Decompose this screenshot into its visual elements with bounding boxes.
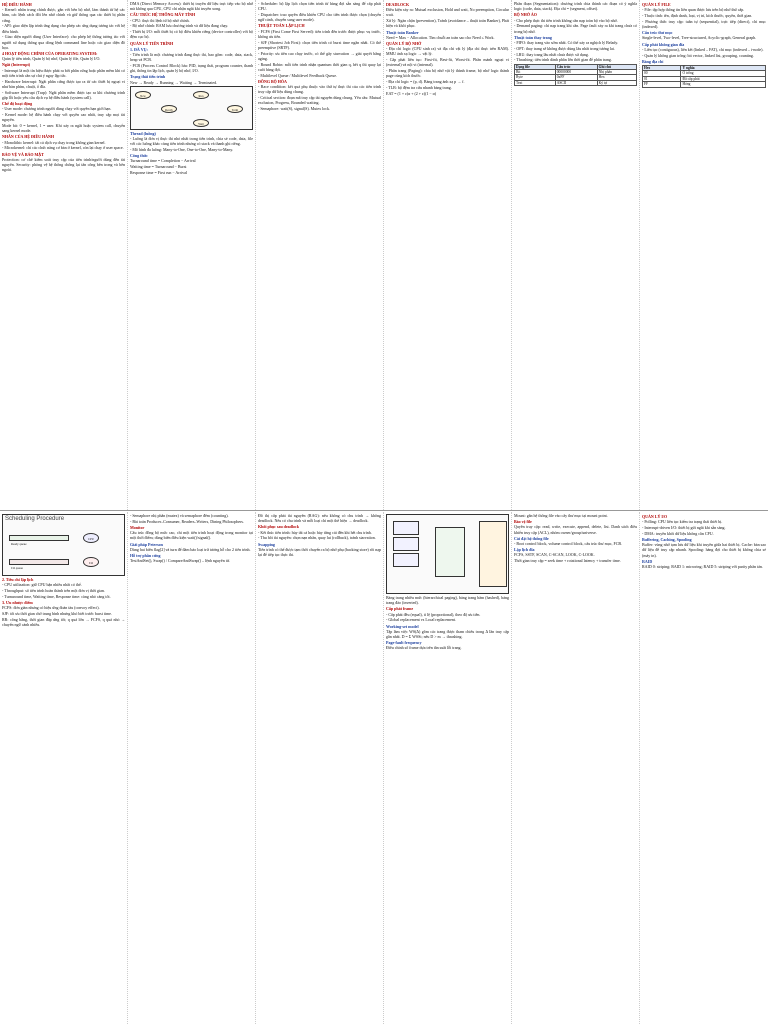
memory-block: [393, 537, 419, 551]
heading: DEADLOCK: [386, 2, 410, 7]
table-cell: 01: [643, 76, 681, 81]
paragraph: - Phương thức truy cập: tuần tự (sequential), trực tiếp (direct), chỉ mục (indexed).: [642, 18, 766, 29]
heading: BỘ NHỚ ẢO: [514, 12, 537, 18]
paragraph: - Phân trang (Paging): chia bộ nhớ vật lý thành frame, bộ nhớ logic thành page cùng kích thước.: [386, 68, 509, 79]
table-cell: 00000000: [555, 70, 597, 75]
paragraph: - Dispatcher: trao quyền điều khiển CPU cho tiến trình được chọn (chuyển ngữ cảnh, chuyển sang user mode).: [258, 12, 381, 23]
io-node: I/O: [83, 557, 99, 567]
formula: Response time = First run − Arrival: [130, 170, 187, 176]
heading: QUẢN LÝ FILE: [642, 2, 671, 7]
paragraph: - Kernel mode: hệ điều hành chạy với quyền cao nhất, truy cập mọi tài nguyên.: [2, 112, 125, 123]
bottom-page: [0, 512, 768, 1024]
table-header: Cấu trúc: [555, 64, 597, 69]
paragraph: - Interrupt-driven I/O: thiết bị gửi ngắt khi sẵn sàng.: [642, 525, 726, 530]
paragraph: FCFS: đơn giản nhưng có hiệu ứng đoàn tàu (convoy effect).: [2, 605, 100, 611]
memory-block: [393, 521, 419, 535]
paragraph: Đồ thị cấp phát tài nguyên (RAG): nếu không có chu trình → không deadlock. Nếu có chu trình và mỗi loại chỉ một thể hiện → deadlock.: [258, 513, 381, 524]
bottom-column-1: [0, 512, 128, 1024]
heading: QUẢN LÝ I/O: [642, 514, 668, 519]
table-cell: Ổ trống: [681, 71, 766, 76]
paragraph: - Kernel: nhân trung chính được, gắn với bên bộ nhớ, làm thành từ hệ các hàm, các lệnh cách đối lên nhớ chỉnh và giữ thông qua các thiết bị phần cứng.: [2, 7, 125, 23]
paragraph: - Throughput: số tiến trình hoàn thành trên một đơn vị thời gian.: [2, 588, 105, 593]
subheading: Công thức: [130, 153, 148, 159]
heading: Cấp phát frame: [386, 606, 414, 612]
top-column-6: [640, 0, 768, 510]
heading: Khôi phục sau deadlock: [258, 524, 300, 530]
paragraph: - Cấp phát liên tục: First-fit, Best-fit, Worst-fit. Phân mảnh ngoại vi (external) và nội vi (internal).: [386, 57, 509, 68]
paragraph: - FCFS (First Come First Served): tiến trình đến trước được phục vụ trước, không ưu tiên.: [258, 28, 381, 39]
paragraph: - PCB (Process Control Block) lưu: PID, trạng thái, program counter, thanh ghi, thông tin lập lịch, quản lý bộ nhớ, I/O.: [130, 63, 253, 74]
paragraph: - FIFO: thay trang vào sớm nhất. Có thể xảy ra nghịch lý Belady.: [514, 40, 619, 46]
top-column-1: [0, 0, 128, 510]
paragraph: - Software Interrupt (Trap): Ngắt phần mềm được tạo ra khi chương trình gặp lỗi hoặc yêu cầu dịch vụ hệ điều hành (system call).: [2, 89, 125, 100]
scheduling-diagram: [2, 514, 125, 576]
paragraph: - Thrashing: tiến trình dành phần lớn thời gian để phân trang.: [514, 57, 612, 63]
top-column-3: [256, 0, 384, 510]
table-cell: Text: [515, 80, 556, 85]
table-cell: FF: [643, 82, 681, 87]
paragraph: - TLB: bộ đệm tra cứu nhanh bảng trang.: [386, 85, 452, 91]
bottom-column-6: [640, 512, 768, 1024]
state-ready: Ready: [161, 105, 177, 113]
bottom-column-4: [384, 512, 512, 1024]
io-queue: [9, 559, 69, 565]
paragraph: - Bài toán Producer–Consumer, Readers–Writers, Dining Philosophers.: [130, 518, 244, 524]
subheading: Cấp phát không gian đĩa: [642, 41, 685, 47]
paragraph: Phân đoạn (Segmentation): chương trình chia thành các đoạn có ý nghĩa logic (code, data, stack). Địa chỉ = (segment, offset).: [514, 1, 637, 12]
heading: CẤU TRÚC HỆ THỐNG MÁY TÍNH: [130, 12, 196, 18]
table-cell: 00: [643, 71, 681, 76]
paragraph: DMA (Direct Memory Access): thiết bị truyền dữ liệu trực tiếp vào bộ nhớ mà không qua CPU, CPU chỉ nhận ngắt khi truyền xong.: [130, 1, 253, 12]
heading: Bảo vệ file: [514, 519, 532, 525]
heading: ĐỒNG BỘ HÓA: [258, 78, 287, 84]
paragraph: - DMA: truyền khối dữ liệu không cần CPU.: [642, 530, 714, 536]
paragraph: - API: giao diện lập trình ứng dụng cho phép các ứng dụng tương tác với hệ điều hành.: [2, 23, 125, 34]
heading: BẢO VỆ VÀ BẢO MẬT: [2, 151, 44, 157]
memory-diagram: [386, 514, 509, 594]
paragraph: Need = Max − Allocation. Tìm chuỗi an toàn sao cho Need ≤ Work.: [386, 34, 495, 40]
paragraph: - Global replacement vs Local replacement.: [386, 617, 456, 623]
heading: Monitor: [130, 525, 145, 530]
paragraph: Cấu trúc đồng bộ mức cao, chỉ một tiến trình hoạt động trong monitor tại một thời điểm; dùng biến điều kiện wait()/signal().: [130, 530, 253, 541]
subheading: Working-set model: [386, 623, 419, 629]
paragraph: - Thu hồi tài nguyên: chọn nạn nhân, quay lui (rollback), tránh starvation.: [258, 535, 376, 541]
paragraph: - Cho phép thực thi tiến trình không cần nạp toàn bộ vào bộ nhớ.: [514, 17, 618, 23]
subheading: Swapping: [258, 541, 275, 547]
paragraph: - Thuộc tính: tên, định danh, loại, vị trí, kích thước, quyền, thời gian.: [642, 13, 753, 18]
table-header: Ý nghĩa: [681, 66, 766, 71]
paragraph: - Semaphore nhị phân (mutex) và semaphore đếm (counting).: [130, 513, 229, 518]
subheading: Trạng thái tiến trình: [130, 74, 166, 80]
paragraph: - Turnaround time, Waiting time, Response time: càng nhỏ càng tốt.: [2, 593, 111, 599]
table-header: Hex: [643, 66, 681, 71]
subheading: Cấu trúc thư mục: [642, 30, 673, 36]
paragraph: Quản lý tiến trình, Quản lý bộ nhớ, Quản lý file, Quản lý I/O.: [2, 56, 101, 62]
paragraph: Điều chỉnh số frame dựa trên tần suất lỗi trang.: [386, 645, 462, 651]
formula: Thời gian truy cập = seek time + rotational latency + transfer time.: [514, 558, 621, 564]
paragraph: Dùng hai biến flag[2] và turn để đảm bảo loại trừ tương hỗ cho 2 tiến trình.: [130, 546, 251, 552]
paragraph: - Boot control block, volume control block, cấu trúc thư mục, FCB.: [514, 541, 623, 547]
table-cell: Bit: [515, 70, 556, 75]
paragraph: Single-level, Two-level, Tree-structured, Acyclic-graph, General graph.: [642, 35, 757, 41]
paragraph: - Địa chỉ logic (CPU sinh ra) và địa chỉ vật lý (địa chỉ thực trên RAM). MMU ánh xạ logic → vật lý.: [386, 46, 509, 57]
paragraph: - SJF (Shortest Job First): chọn tiến trình có burst time ngắn nhất. Có thể preemptive (SRTF).: [258, 39, 381, 50]
table-cell: Đã cấp phát: [681, 76, 766, 81]
subheading: Thuật toán thay trang: [514, 34, 552, 40]
subheading: 1. ĐÃ VỤ:: [130, 46, 148, 52]
state-waiting: Wait: [193, 119, 209, 127]
address-table: [642, 65, 766, 88]
state-terminated: Term: [227, 105, 243, 113]
paragraph: - Critical section: đoạn mã truy cập tài nguyên dùng chung. Yêu cầu: Mutual exclusion, Progress, Bounded waiting.: [258, 95, 381, 106]
paragraph: - File: tập hợp thông tin liên quan được lưu trên bộ nhớ thứ cấp.: [642, 7, 745, 13]
paragraph: - Cấp phát đều (equal), tỉ lệ (proportional), theo độ ưu tiên.: [386, 611, 481, 617]
table-cell: Nhị phân: [597, 70, 636, 75]
subheading: Cài đặt hệ thống file: [514, 535, 549, 541]
file-type-table: [514, 64, 637, 87]
bottom-column-2: [128, 512, 256, 1024]
subheading: RAID: [642, 558, 653, 564]
paragraph: - Monolithic kernel: tất cả dịch vụ chạy trong không gian kernel.: [2, 139, 106, 145]
state-new: New: [135, 91, 151, 99]
diagram-label: I/O queue: [11, 566, 23, 570]
heading: 2. Tiêu chí lập lịch: [2, 577, 34, 582]
paragraph: FCFS, SSTF, SCAN, C-SCAN, LOOK, C-LOOK.: [514, 552, 595, 558]
top-column-5: [512, 0, 640, 510]
paragraph: Điều kiện xảy ra: Mutual exclusion, Hold and wait, No preemption, Circular wait.: [386, 7, 509, 18]
paragraph: - Hardware Interrupt: Ngắt phần cứng được tạo ra từ các thiết bị ngoại vi như bàn phím, chuột, ổ đĩa.: [2, 78, 125, 89]
table-cell: Hex: [597, 75, 636, 80]
subheading: Hỗ trợ phần cứng: [130, 553, 161, 559]
paragraph: - Demand paging: chỉ nạp trang khi cần. Page fault xảy ra khi trang chưa có trong bộ nhớ.: [514, 23, 637, 34]
paragraph: - Giao diện người dùng (User Interface): cho phép hệ thống tương tác với người sử dụng thông qua dòng lệnh command line hoặc các giao diện đồ họa.: [2, 34, 125, 50]
diagram-label: Ready queue: [11, 542, 27, 546]
paragraph: - Multilevel Queue / Multilevel Feedback Queue.: [258, 72, 337, 78]
paragraph: RAID 0: striping; RAID 1: mirroring; RAID 5: striping với parity phân tán.: [642, 564, 763, 570]
paragraph: Mount: gắn hệ thống file vào cây thư mục tại mount point.: [514, 513, 608, 518]
paragraph: - LRU: thay trang lâu nhất chưa được sử dụng.: [514, 51, 589, 57]
paragraph: Tập làm việc WS(Δ) gồm các trang được tham chiếu trong Δ lần truy cập gần nhất. D = Σ WSSi; nếu D > m → thrashing.: [386, 628, 509, 640]
paragraph: - CPU: thực thi lệnh từ bộ nhớ chính.: [130, 17, 190, 23]
formula: Waiting time = Turnaround − Burst: [130, 164, 187, 170]
process-state-diagram: [130, 86, 253, 130]
paragraph: - Scheduler: bộ lập lịch chọn tiến trình từ hàng đợi sẵn sàng để cấp phát CPU.: [258, 1, 381, 12]
heading: Chế độ hoạt động: [2, 101, 33, 107]
heading: 4 HOẠT ĐỘNG CHÍNH CỦA OPERATING SYSTEM:: [2, 51, 98, 57]
diagram-title: Scheduling Procedure: [5, 516, 65, 522]
paragraph: - Priority: ưu tiên cao chạy trước, có thể gây starvation → giải quyết bằng aging.: [258, 50, 381, 61]
memory-block: [393, 553, 419, 567]
paragraph: - Địa chỉ logic = (p, d). Bảng trang ánh xạ p → f.: [386, 79, 465, 85]
table-cell: Ký tự: [597, 80, 636, 85]
heading: QUẢN LÝ TIẾN TRÌNH: [130, 40, 174, 46]
paragraph: - Semaphore: wait(S), signal(S). Mutex lock.: [258, 106, 330, 112]
table-row: [643, 82, 766, 87]
top-page: [0, 0, 768, 511]
paragraph: - OPT: thay trang sẽ không được dùng lâu nhất trong tương lai.: [514, 45, 615, 51]
heading: Ngắt (Interrupt): [2, 62, 31, 68]
subheading: Page-fault frequency: [386, 640, 422, 646]
paragraph: - Kết thúc tiến trình: hủy tất cả hoặc hủy từng cái đến khi hết chu trình.: [258, 529, 372, 535]
paragraph: - Tiến trình là một chương trình đang thực thi, bao gồm: code, data, stack, heap và PCB.: [130, 52, 253, 63]
heading: QUẢN LÝ BỘ NHỚ: [386, 41, 422, 47]
top-column-2: [128, 0, 256, 510]
table-cell: Hỏng: [681, 82, 766, 87]
paragraph: New → Ready → Running → Waiting → Terminated.: [130, 79, 218, 85]
ready-queue: [9, 535, 69, 541]
paragraph: SJF: tối ưu thời gian chờ trung bình nhưng khó biết trước burst time.: [2, 611, 112, 616]
heading: 3. Ưu nhược điểm: [2, 600, 33, 605]
cpu-node: CPU: [83, 533, 99, 543]
paragraph: - User mode: chương trình người dùng chạy với quyền hạn giới hạn.: [2, 106, 112, 112]
subheading: Thuật toán Banker: [386, 29, 419, 35]
subheading: Buffering, Caching, Spooling: [642, 537, 692, 542]
subheading: Thread (luồng): [130, 130, 156, 136]
paragraph: Buffer: vùng nhớ tạm lưu dữ liệu khi truyền giữa hai thiết bị. Cache: bản sao dữ liệu để truy cập nhanh. Spooling: hàng đợi cho thiết bị không chia sẻ (máy in).: [642, 542, 766, 558]
heading: THUẬT TOÁN LẬP LỊCH: [258, 23, 305, 29]
table-header: Dạng file: [515, 64, 556, 69]
paragraph: - Liên tục (contiguous), liên kết (linked – FAT), chỉ mục (indexed – i-node).: [642, 46, 764, 52]
heading: HỆ ĐIỀU HÀNH: [2, 2, 32, 7]
bottom-column-5: [512, 512, 640, 1024]
paragraph: - Quản lý không gian trống: bit vector, linked list, grouping, counting.: [642, 52, 754, 58]
paragraph: - Interrupt là một tín hiệu được phát ra bởi phần cứng hoặc phần mềm khi có một tiến trình cần sự chú ý ngay lập tức.: [2, 67, 125, 78]
paragraph: RR: công bằng, thời gian đáp ứng tốt; q quá lớn → FCFS, q quá nhỏ → chuyển ngữ cảnh nhiều.: [2, 616, 125, 627]
paragraph: Protection: cơ chế kiểm soát truy cập của tiến trình/người dùng đến tài nguyên. Security: phòng vệ hệ thống chống lại tấn công bên trong và bên ngoài.: [2, 156, 125, 173]
page-table-block: [435, 527, 465, 577]
formula: Turnaround time = Completion − Arrival: [130, 158, 196, 164]
paragraph: - Luồng là đơn vị thực thi nhỏ nhất trong tiến trình, chia sẻ code, data, file với các luồng khác cùng tiến trình nhưng có stack và thanh ghi riêng.: [130, 136, 253, 147]
paragraph: - Race condition: kết quả phụ thuộc vào thứ tự thực thi của các tiến trình truy cập dữ liệu dùng chung.: [258, 84, 381, 95]
table-header: Ghi chú: [597, 64, 636, 69]
paragraph: Quyền truy cập: read, write, execute, append, delete, list. Danh sách điều khiển truy cập (ACL), nhóm owner/group/universe.: [514, 524, 637, 535]
table-row: [515, 80, 637, 85]
paragraph: Bảng trang nhiều mức (hierarchical paging), bảng trang băm (hashed), bảng trang đảo (inverted).: [386, 595, 509, 606]
formula: EAT = (1 + ε)α + (2 + ε)(1 − α): [386, 90, 437, 96]
heading: NHÂN CỦA HỆ ĐIỀU HÀNH: [2, 134, 55, 140]
subheading: Lập lịch đĩa: [514, 547, 535, 553]
table-cell: ASCII: [555, 80, 597, 85]
paragraph: - Polling: CPU liên tục kiểm tra trạng thái thiết bị.: [642, 519, 723, 525]
paragraph: Tiến trình có thể được tạm thời chuyển ra bộ nhớ phụ (backing store) rồi nạp lại để tiếp tục thực thi.: [258, 546, 381, 558]
paragraph: - Thiết bị I/O: mỗi thiết bị có bộ điều khiển riêng (device controller) với bộ đệm cục bộ.: [130, 29, 253, 40]
paragraph: Xử lý: Ngăn chặn (prevention), Tránh (avoidance – thuật toán Banker), Phát hiện và khôi phục.: [386, 18, 509, 29]
table-cell: 0xFF: [555, 75, 597, 80]
paragraph: - Round Robin: mỗi tiến trình nhận quantum thời gian q, hết q thì quay lại cuối hàng đợi.: [258, 61, 381, 72]
paragraph: - Bộ nhớ chính: RAM lưu chương trình và dữ liệu đang chạy.: [130, 23, 229, 29]
paragraph: - CPU utilization: giữ CPU bận nhiều nhất có thể.: [2, 582, 82, 588]
physical-memory-block: [479, 521, 507, 587]
bottom-column-3: [256, 512, 384, 1024]
paragraph: Mode bit: 0 = kernel, 1 = user. Khi xảy ra ngắt hoặc system call, chuyển sang kernel mode.: [2, 123, 125, 134]
table-cell: Byte: [515, 75, 556, 80]
top-column-4: [384, 0, 512, 510]
subheading: Giải pháp Peterson: [130, 541, 163, 547]
paragraph: - Microkernel: chỉ các chức năng cơ bản ở kernel, còn lại chạy ở user space.: [2, 145, 124, 151]
paragraph: - Mô hình đa luồng: Many-to-One, One-to-One, Many-to-Many.: [130, 147, 234, 153]
paragraph: TestAndSet(), Swap() / CompareAndSwap() – lệnh nguyên tử.: [130, 558, 230, 564]
state-running: Run: [193, 91, 209, 99]
subheading: Bảng địa chỉ: [642, 58, 664, 64]
